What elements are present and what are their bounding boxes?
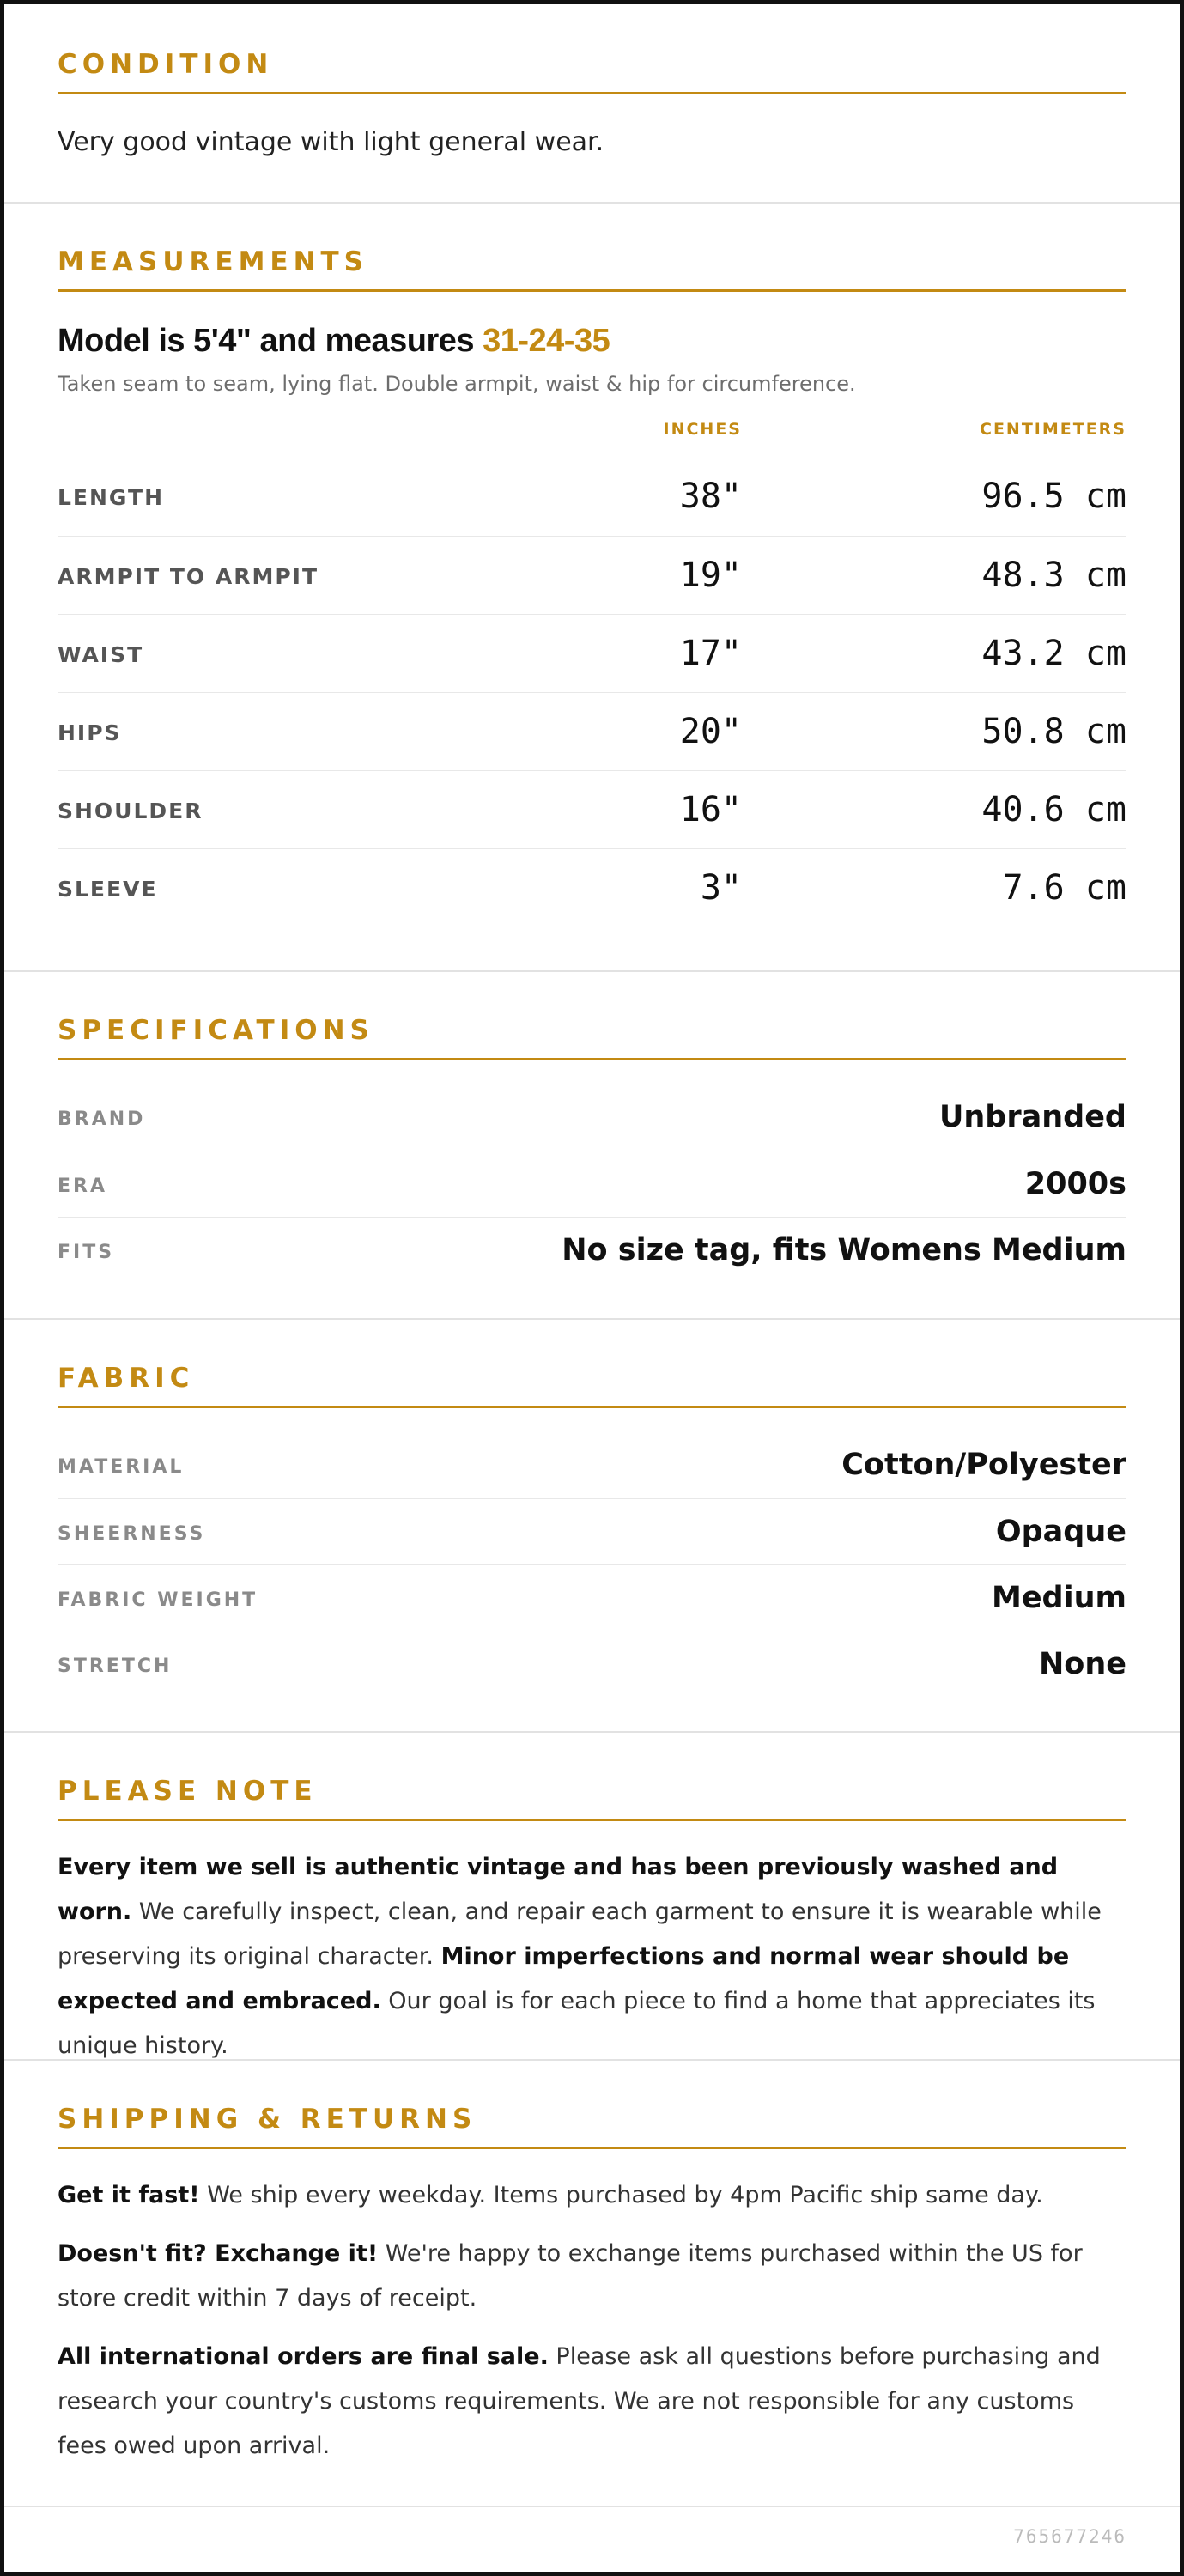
fabric-value: Cotton/Polyester [841, 1448, 1126, 1482]
model-measurements [58, 323, 1126, 360]
specifications-title: SPECIFICATIONS [58, 1013, 1126, 1060]
spec-row-brand [58, 1084, 1126, 1151]
measurement-label: HIPS [58, 720, 122, 745]
fabric-section [4, 1320, 1180, 1733]
measurements-section [4, 204, 1180, 972]
measurement-inches: 38" [679, 477, 742, 516]
spec-value: No size tag, fits Womens Medium [562, 1233, 1126, 1267]
specifications-list [58, 1084, 1126, 1283]
measurement-note: Taken seam to seam, lying flat. Double armpit, waist & hip for circumference. [58, 372, 856, 396]
note-bold-2: Minor imperfections and normal wear should be expected and embraced. [58, 1943, 1070, 2014]
measurement-cm: 40.6 cm [981, 790, 1126, 829]
measurement-table [58, 458, 1126, 927]
shipping-bold-2: Doesn't fit? Exchange it! [58, 2240, 379, 2267]
note-text-2: Our goal is for each piece to find a home that appreciates its unique history. [58, 1988, 1096, 2059]
centimeters-column-header: CENTIMETERS [980, 420, 1126, 439]
measurement-row-waist [58, 614, 1126, 692]
measurement-label: LENGTH [58, 485, 164, 510]
measurement-column-headers [58, 420, 1126, 444]
measurement-inches: 17" [679, 634, 742, 673]
reference-number: 765677246 [1013, 2526, 1126, 2547]
condition-section [4, 4, 1180, 204]
please-note-title: PLEASE NOTE [58, 1774, 1126, 1821]
fabric-label: MATERIAL [58, 1456, 185, 1478]
note-bold-1: Every item we sell is authentic vintage and has been previously washed and worn. [58, 1854, 1059, 1925]
shipping-paragraph-2 [58, 2232, 1126, 2321]
measurement-row-armpit [58, 536, 1126, 614]
fabric-label: SHEERNESS [58, 1523, 206, 1545]
specifications-section [4, 972, 1180, 1320]
measurement-cm: 7.6 cm [1002, 868, 1126, 908]
shipping-paragraph-1 [58, 2173, 1126, 2218]
model-measures-value: 31-24-35 [483, 323, 610, 359]
measurement-label: WAIST [58, 642, 144, 667]
inches-column-header: INCHES [663, 420, 742, 439]
measurement-row-shoulder [58, 770, 1126, 848]
shipping-paragraph-3 [58, 2335, 1126, 2469]
measurement-cm: 48.3 cm [981, 556, 1126, 595]
fabric-label: STRETCH [58, 1656, 173, 1677]
measurement-inches: 19" [679, 556, 742, 595]
fabric-label: FABRIC WEIGHT [58, 1589, 258, 1611]
fabric-row-weight [58, 1564, 1126, 1631]
shipping-bold-1: Get it fast! [58, 2182, 200, 2208]
measurement-row-sleeve [58, 848, 1126, 927]
shipping-title: SHIPPING & RETURNS [58, 2102, 1126, 2149]
measurement-inches: 3" [700, 868, 742, 908]
note-text-1: We carefully inspect, clean, and repair each garment to ensure it is wearable while preserving its original character. [58, 1899, 1102, 1970]
measurement-cm: 96.5 cm [981, 477, 1126, 516]
condition-text: Very good vintage with light general wear. [58, 127, 604, 157]
measurement-cm: 50.8 cm [981, 712, 1126, 751]
please-note-text [58, 1845, 1126, 2069]
measurements-title: MEASUREMENTS [58, 245, 1126, 292]
measurement-label: SLEEVE [58, 877, 158, 902]
fabric-value: Medium [991, 1581, 1126, 1615]
shipping-section [4, 2061, 1180, 2507]
spec-label: ERA [58, 1176, 107, 1197]
spec-row-fits [58, 1217, 1126, 1283]
measurement-inches: 20" [679, 712, 742, 751]
measurement-row-hips [58, 692, 1126, 770]
fabric-list [58, 1432, 1126, 1697]
footer [4, 2507, 1180, 2567]
fabric-row-material [58, 1432, 1126, 1498]
measurement-label: SHOULDER [58, 799, 203, 823]
shipping-bold-3: All international orders are final sale. [58, 2343, 549, 2370]
spec-value: Unbranded [938, 1100, 1126, 1134]
spec-label: BRAND [58, 1109, 146, 1130]
fabric-value: Opaque [995, 1515, 1126, 1549]
fabric-row-sheerness [58, 1498, 1126, 1564]
fabric-value: None [1039, 1647, 1126, 1681]
measurement-cm: 43.2 cm [981, 634, 1126, 673]
measurement-label: ARMPIT TO ARMPIT [58, 564, 319, 589]
measurement-row-length [58, 458, 1126, 536]
fabric-row-stretch [58, 1631, 1126, 1697]
condition-title: CONDITION [58, 47, 1126, 94]
shipping-text-3: Please ask all questions before purchasing and research your country's customs requirements. We are not responsible for any customs fees owed upon arrival. [58, 2343, 1101, 2459]
model-prefix: Model is 5'4" and measures [58, 323, 483, 359]
spec-value: 2000s [1024, 1167, 1126, 1201]
spec-label: FITS [58, 1242, 115, 1263]
shipping-text-2: We're happy to exchange items purchased within the US for store credit within 7 days of receipt. [58, 2240, 1083, 2312]
shipping-text-1: We ship every weekday. Items purchased by 4pm Pacific ship same day. [199, 2182, 1043, 2208]
measurement-inches: 16" [679, 790, 742, 829]
spec-row-era [58, 1151, 1126, 1217]
fabric-title: FABRIC [58, 1361, 1126, 1408]
please-note-section [4, 1733, 1180, 2061]
